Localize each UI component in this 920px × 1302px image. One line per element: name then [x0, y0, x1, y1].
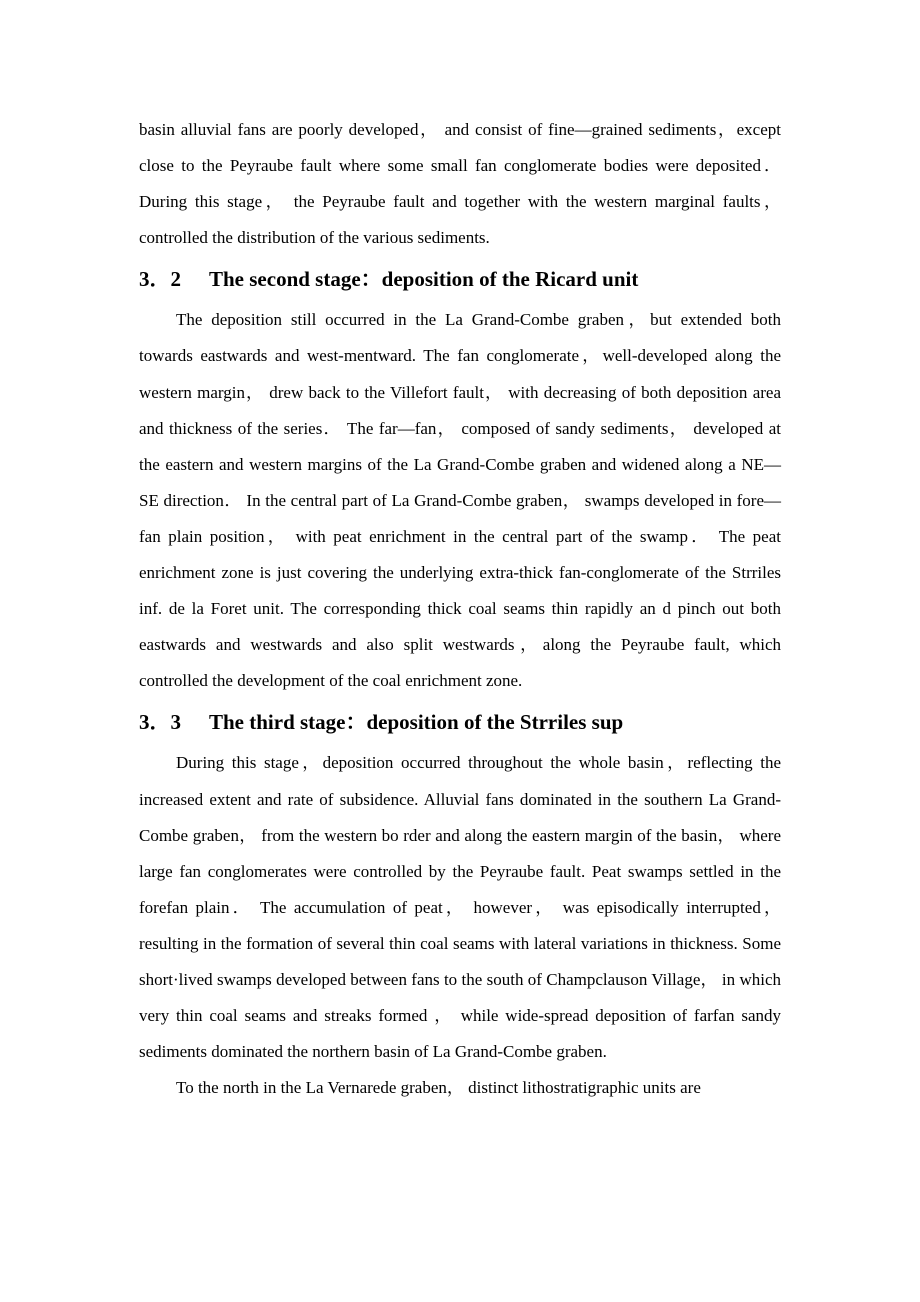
- document-page: [139, 112, 781, 1106]
- section-number: 3．2: [139, 267, 181, 292]
- paragraph-stage-one-end: basin alluvial fans are poorly developed， and consist of fine—grained sediments，except close to the Peyraube fault where some small fan conglomerate bodies were deposited． During this stage， the Peyraube fault and together with the western marginal faults，controlled the distribution of the various sediments.: [139, 120, 781, 248]
- section-heading-3-2: [139, 256, 781, 302]
- paragraph-la-vernarede: To the north in the La Vernarede graben， distinct lithostratigraphic units are: [176, 1078, 701, 1098]
- section-heading-3-3: [139, 699, 781, 745]
- paragraph-third-stage: During this stage，deposition occurred throughout the whole basin，reflecting the increased extent and rate of subsidence. Alluvial fans dominated in the southern La Grand-Combe graben， from the western bo rder and along the eastern margin of the basin， where large fan conglomerates were controlled by the Peyraube fault. Peat swamps settled in the forefan plain． The accumulation of peat， however， was episodically interrupted， resulting in the formation of several thin coal seams with lateral variations in thickness. Some short·lived swamps developed between fans to the south of Champclauson Village， in which very thin coal seams and streaks formed ， while wide-spread deposition of farfan sandy sediments dominated the northern basin of La Grand-Combe graben.: [139, 753, 781, 1062]
- section-title: The second stage：deposition of the Ricard unit: [209, 267, 639, 292]
- section-number: 3．3: [139, 710, 181, 735]
- section-title: The third stage：deposition of the Strriles sup: [209, 710, 624, 735]
- paragraph-second-stage: The deposition still occurred in the La Grand-Combe graben，but extended both towards eastwards and west-mentward. The fan conglomerate，well-developed along the western margin， drew back to the Villefort fault， with decreasing of both deposition area and thickness of the series． The far—fan， composed of sandy sediments， developed at the eastern and western margins of the La Grand-Combe graben and widened along a NE—SE direction． In the central part of La Grand-Combe graben， swamps developed in fore—fan plain position， with peat enrichment in the central part of the swamp． The peat enrichment zone is just covering the underlying extra-thick fan-conglomerate of the Strriles inf. de la Foret unit. The corresponding thick coal seams thin rapidly an d pinch out both eastwards and westwards and also split westwards，along the Peyraube fault, which controlled the development of the coal enrichment zone.: [139, 310, 781, 691]
